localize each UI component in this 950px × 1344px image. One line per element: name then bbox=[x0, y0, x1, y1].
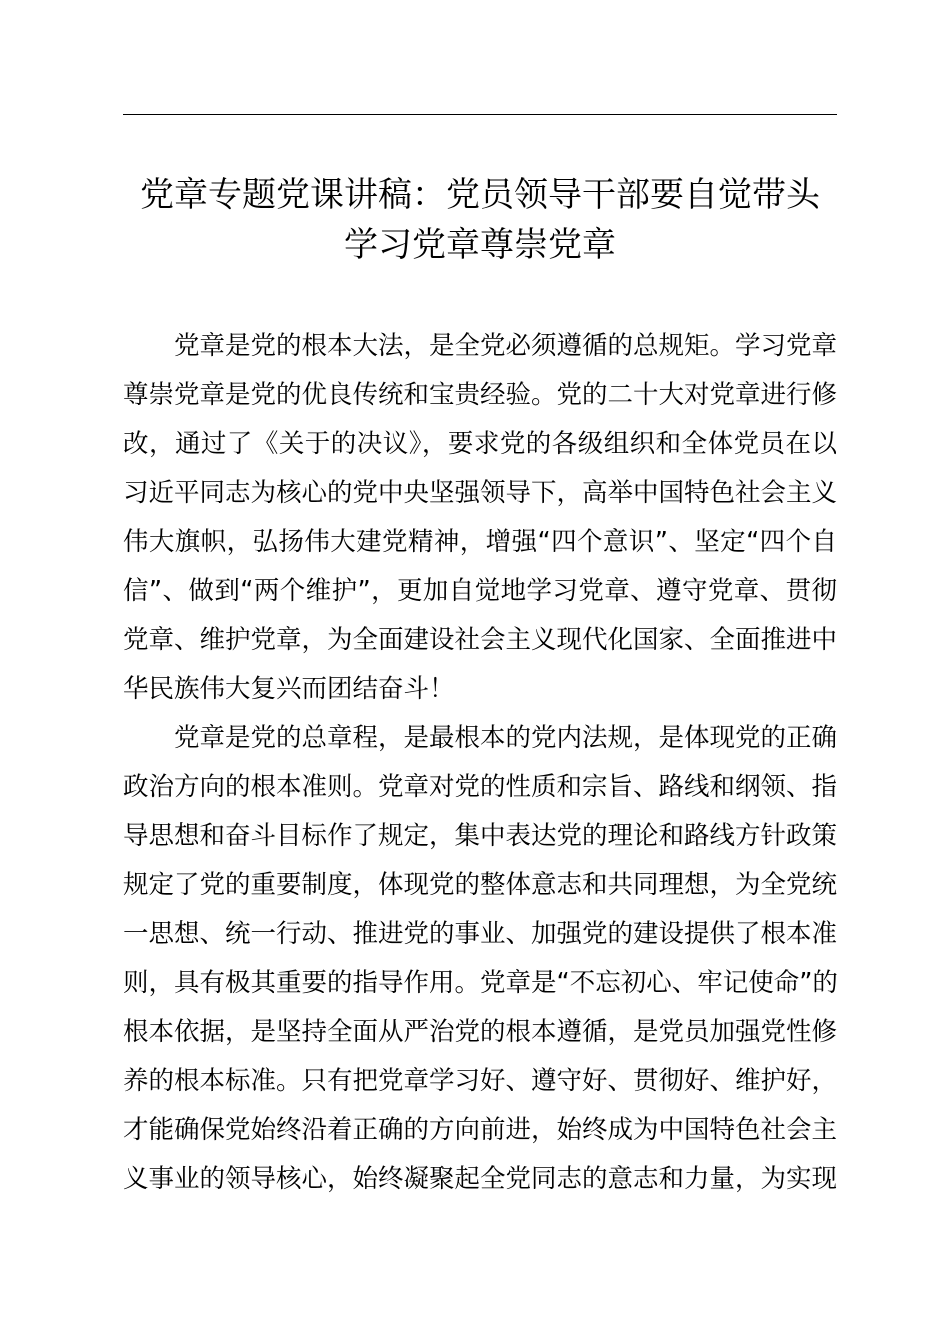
header-rule bbox=[123, 114, 837, 115]
paragraph bbox=[123, 714, 837, 1204]
paragraph-line: 党章是党的根本大法，是全党必须遵循的总规矩。学习党章 bbox=[174, 331, 838, 361]
paragraph-line: 党章、维护党章，为全面建设社会主义现代化国家、全面推进中 bbox=[123, 625, 838, 655]
paragraph-line: 政治方向的根本准则。党章对党的性质和宗旨、路线和纲领、指 bbox=[123, 772, 838, 802]
paragraph bbox=[123, 322, 837, 714]
paragraph-line: 才能确保党始终沿着正确的方向前进，始终成为中国特色社会主 bbox=[123, 1115, 838, 1145]
paragraph-line: 改，通过了《关于的决议》，要求党的各级组织和全体党员在以 bbox=[123, 429, 837, 459]
paragraph-line: 尊崇党章是党的优良传统和宝贵经验。党的二十大对党章进行修 bbox=[123, 380, 838, 410]
paragraph-line: 养的根本标准。只有把党章学习好、遵守好、贯彻好、维护好， bbox=[123, 1066, 838, 1096]
title-line: 学习党章尊崇党章 bbox=[344, 225, 616, 265]
paragraph-line: 党章是党的总章程，是最根本的党内法规，是体现党的正确 bbox=[174, 723, 838, 753]
paragraph-line: 则，具有极其重要的指导作用。党章是“不忘初心、牢记使命”的 bbox=[123, 968, 838, 998]
title-line: 党章专题党课讲稿：党员领导干部要自觉带头 bbox=[140, 175, 820, 215]
paragraph-line: 一思想、统一行动、推进党的事业、加强党的建设提供了根本准 bbox=[123, 919, 838, 949]
paragraph-line: 根本依据，是坚持全面从严治党的根本遵循，是党员加强党性修 bbox=[123, 1017, 838, 1047]
paragraph-line: 义事业的领导核心，始终凝聚起全党同志的意志和力量，为实现 bbox=[123, 1164, 838, 1194]
document-title bbox=[110, 170, 850, 270]
paragraph-line: 华民族伟大复兴而团结奋斗！ bbox=[123, 674, 455, 704]
paragraph-line: 习近平同志为核心的党中央坚强领导下，高举中国特色社会主义 bbox=[123, 478, 838, 508]
paragraph-line: 规定了党的重要制度，体现党的整体意志和共同理想，为全党统 bbox=[123, 870, 838, 900]
paragraph-line: 导思想和奋斗目标作了规定，集中表达党的理论和路线方针政策 bbox=[123, 821, 838, 851]
paragraph-line: 伟大旗帜，弘扬伟大建党精神，增强“四个意识”、坚定“四个自 bbox=[123, 527, 837, 557]
paragraph-line: 信”、做到“两个维护”，更加自觉地学习党章、遵守党章、贯彻 bbox=[123, 576, 837, 606]
document-body bbox=[123, 322, 837, 1204]
